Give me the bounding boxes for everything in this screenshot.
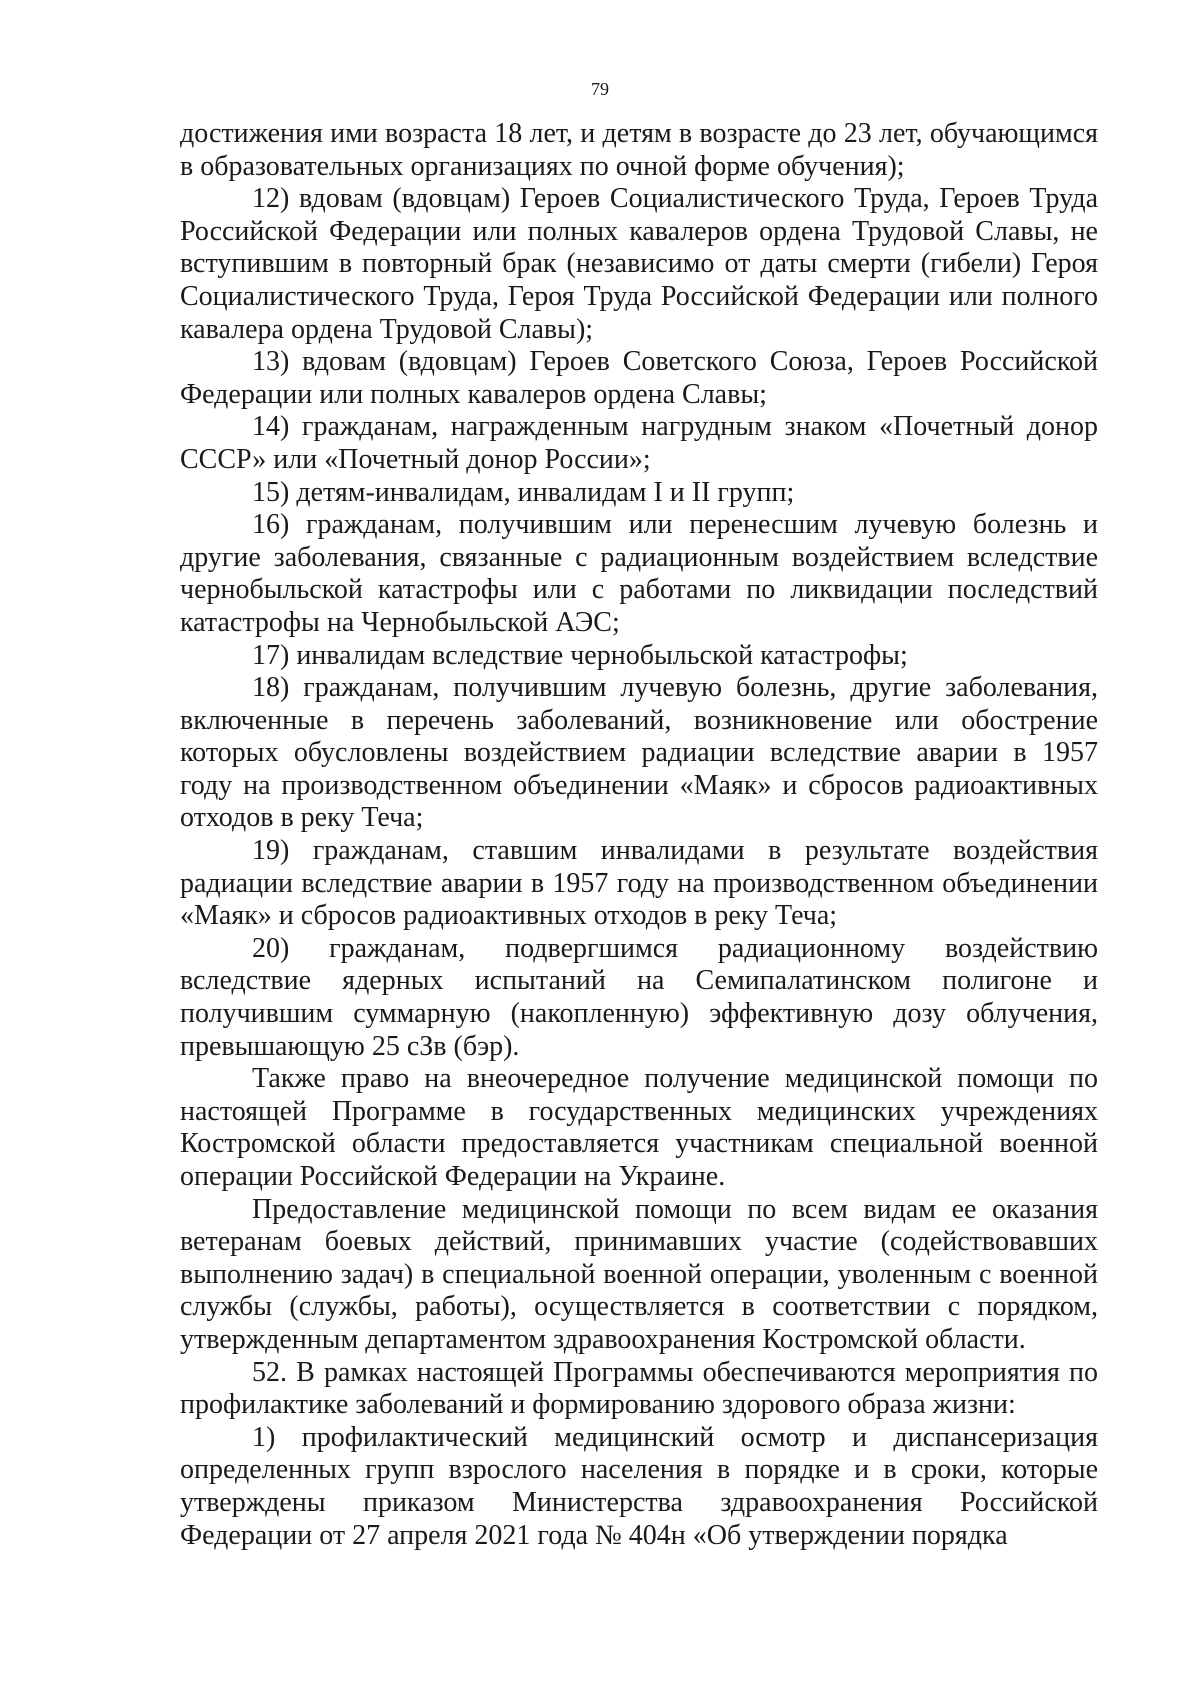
paragraph-continuation: достижения ими возраста 18 лет, и детям в возрасте до 23 лет, обучающимся в образовательных организациях по очной форме обучения); (180, 118, 1098, 182)
list-item-14: 14) гражданам, награжденным нагрудным знаком «Почетный донор СССР» или «Почетный донор России»; (180, 411, 1098, 475)
page-number: 79 (591, 79, 609, 99)
list-item-17: 17) инвалидам вследствие чернобыльской катастрофы; (252, 639, 908, 671)
list-item-16: 16) гражданам, получившим или перенесшим лучевую болезнь и другие заболевания, связанные с радиационным воздействием вследствие чернобыльской катастрофы или с работами по ликвидации последствий катастрофы на Чернобыльской АЭС; (180, 509, 1098, 638)
document-body (180, 118, 1098, 1552)
paragraph-svo-participants: Также право на внеочередное получение медицинской помощи по настоящей Программе в государственных медицинских учреждениях Костромской области предоставляется участникам специальной военной операции Российской Федерации на Украине. (180, 1063, 1098, 1192)
section-52: 52. В рамках настоящей Программы обеспечиваются мероприятия по профилактике заболеваний и формированию здорового образа жизни: (180, 1356, 1098, 1421)
paragraph-veterans: Предоставление медицинской помощи по всем видам ее оказания ветеранам боевых действий, принимавших участие (содействовавших выполнению задач) в специальной военной операции, уволенным с военной службы (службы, работы), осуществляется в соответствии с порядком, утвержденным департаментом здравоохранения Костромской области. (180, 1193, 1098, 1355)
list-item-18: 18) гражданам, получившим лучевую болезнь, другие заболевания, включенные в перечень заболеваний, возникновение или обострение которых обусловлены воздействием радиации вследствие аварии в 1957 году на производственном объединении «Маяк» и сбросов радиоактивных отходов в реку Теча; (180, 672, 1098, 834)
section-52-item-1: 1) профилактический медицинский осмотр и диспансеризация определенных групп взрослого населения в порядке и в сроки, которые утверждены приказом Министерства здравоохранения Российской Федерации от 27 апреля 2021 года № 404н «Об утверждении порядка (180, 1421, 1098, 1551)
list-item-15: 15) детям-инвалидам, инвалидам I и II групп; (252, 476, 795, 508)
list-item-20: 20) гражданам, подвергшимся радиационному воздействию вследствие ядерных испытаний на Семипалатинском полигоне и получившим суммарную (накопленную) эффективную дозу облучения, превышающую 25 сЗв (бэр). (180, 932, 1098, 1062)
list-item-19: 19) гражданам, ставшим инвалидами в результате воздействия радиации вследствие аварии в 1957 году на производственном объединении «Маяк» и сбросов радиоактивных отходов в реку Теча; (180, 835, 1098, 932)
list-item-12: 12) вдовам (вдовцам) Героев Социалистического Труда, Героев Труда Российской Федерации или полных кавалеров ордена Трудовой Славы, не вступившим в повторный брак (независимо от даты смерти (гибели) Героя Социалистического Труда, Героя Труда Российской Федерации или полного кавалера ордена Трудовой Славы); (180, 183, 1098, 345)
list-item-13: 13) вдовам (вдовцам) Героев Советского Союза, Героев Российской Федерации или полных кавалеров ордена Славы; (180, 346, 1098, 410)
